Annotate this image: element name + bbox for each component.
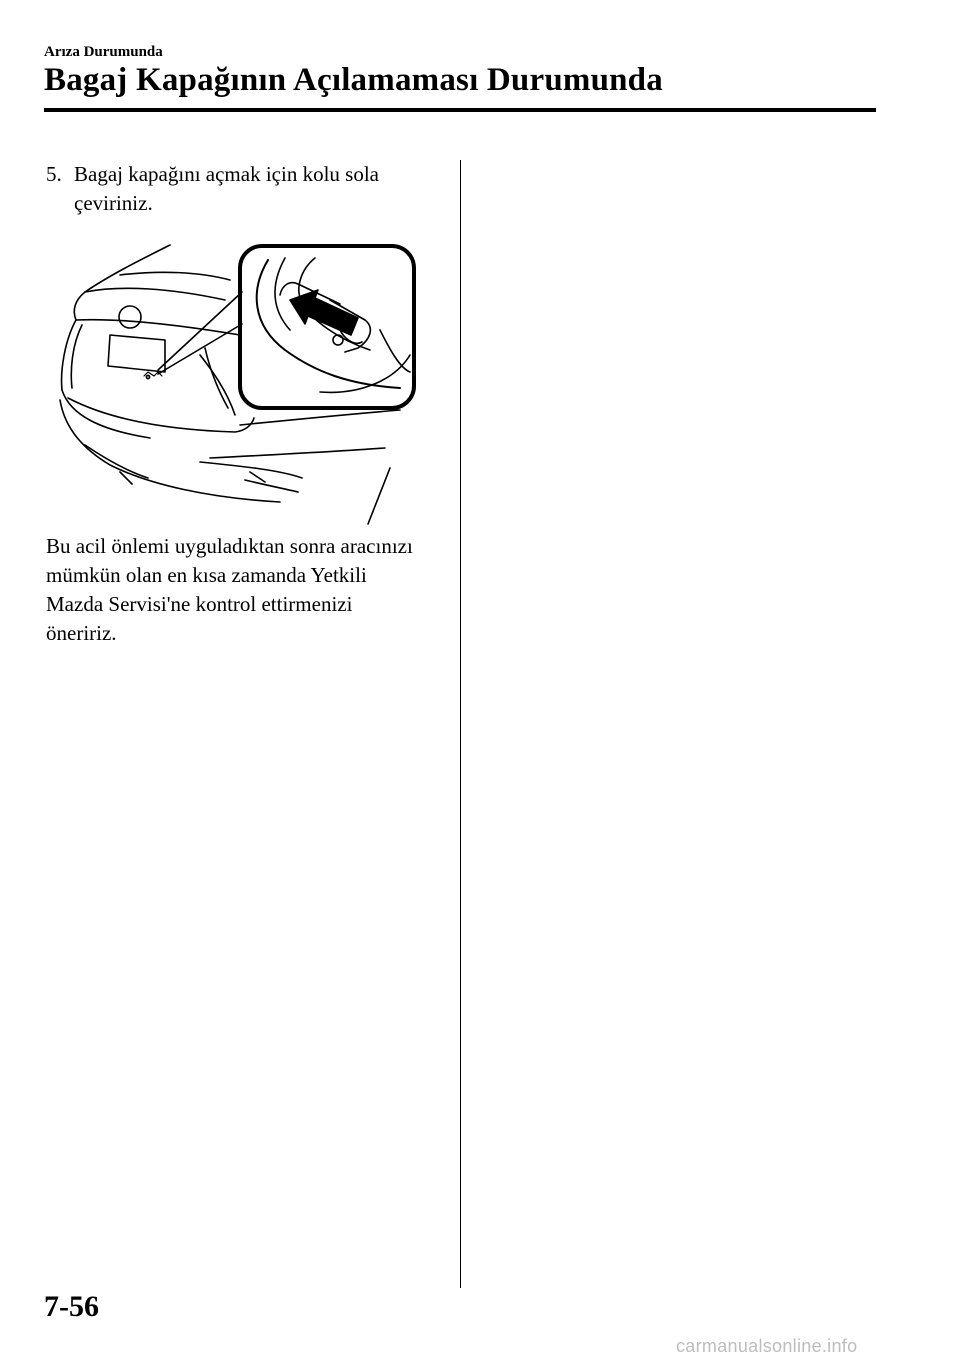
note-paragraph: Bu acil önlemi uyguladıktan sonra aracınızı mümkün olan en kısa zamanda Yetkili Mazda Servisi'ne kontrol ettirmenizi öneririz. [46,534,413,645]
column-divider [460,160,461,1288]
page-number: 7-56 [44,1290,99,1323]
section-label: Arıza Durumunda [44,44,163,60]
step-number: 5. [46,162,62,186]
step-text: Bagaj kapağını açmak için kolu sola çeviriniz. [74,162,379,215]
trunk-lever-icon [40,240,430,530]
watermark: carmanualsonline.info [676,1336,858,1356]
title-rule [44,108,876,112]
page-title: Bagaj Kapağının Açılamaması Durumunda [44,62,663,98]
instruction-step [46,160,436,218]
